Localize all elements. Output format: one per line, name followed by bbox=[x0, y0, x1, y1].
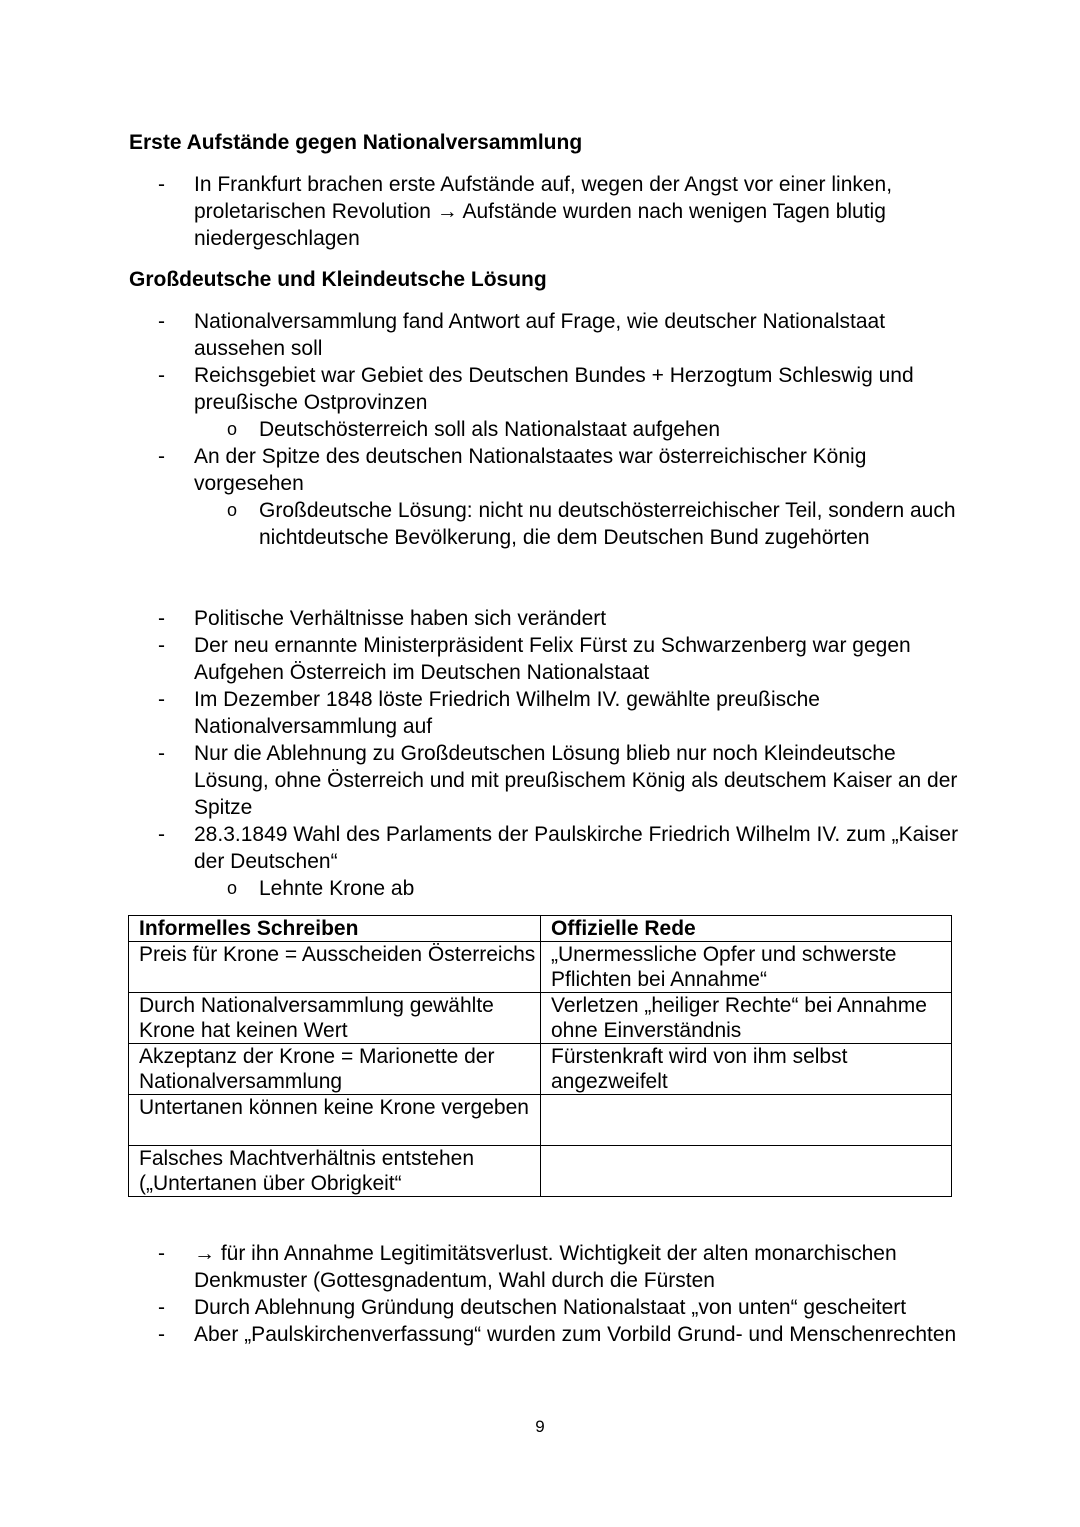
bullet-reichsgebiet: - Reichsgebiet war Gebiet des Deutschen Bundes + Herzogtum Schleswig und preußische Ostprovinzen bbox=[194, 362, 964, 416]
table-row bbox=[129, 942, 952, 993]
subbullet-lehnte-krone-ab: o Lehnte Krone ab bbox=[259, 875, 979, 902]
table-row bbox=[129, 993, 952, 1044]
bullet-dezember-1848: - Im Dezember 1848 löste Friedrich Wilhelm IV. gewählte preußische Nationalversammlung auf bbox=[194, 686, 964, 740]
table-header-cell: Informelles Schreiben bbox=[129, 916, 541, 942]
table-row bbox=[129, 1044, 952, 1095]
table-cell: Akzeptanz der Krone = Marionette der Nationalversammlung bbox=[129, 1044, 541, 1095]
heading-erste-aufstaende: Erste Aufstände gegen Nationalversammlung bbox=[129, 131, 583, 154]
bullet-legitimitaetsverlust: - → für ihn Annahme Legitimitätsverlust. Wichtigkeit der alten monarchischen Denkmuster (Gottesgnadentum, Wahl durch die Fürsten bbox=[194, 1240, 964, 1294]
table-cell: Falsches Machtverhältnis entstehen („Untertanen über Obrigkeit“ bbox=[129, 1146, 541, 1197]
comparison-table bbox=[128, 915, 952, 1197]
table-cell bbox=[541, 1095, 952, 1146]
table-row bbox=[129, 1146, 952, 1197]
table-cell: Durch Nationalversammlung gewählte Krone hat keinen Wert bbox=[129, 993, 541, 1044]
bullet-politische-verhaeltnisse: - Politische Verhältnisse haben sich verändert bbox=[194, 605, 964, 632]
bullet-schwarzenberg: - Der neu ernannte Ministerpräsident Felix Fürst zu Schwarzenberg war gegen Aufgehen Österreich im Deutschen Nationalstaat bbox=[194, 632, 964, 686]
subbullet-grossdeutsche-loesung: o Großdeutsche Lösung: nicht nu deutschösterreichischer Teil, sondern auch nichtdeutsche Bevölkerung, die dem Deutschen Bund zugehörten bbox=[259, 497, 979, 551]
bullet-antwort-nationalstaat: - Nationalversammlung fand Antwort auf Frage, wie deutscher Nationalstaat aussehen soll bbox=[194, 308, 964, 362]
table-cell: Untertanen können keine Krone vergeben bbox=[129, 1095, 541, 1146]
table-cell: Verletzen „heiliger Rechte“ bei Annahme ohne Einverständnis bbox=[541, 993, 952, 1044]
page-number: 9 bbox=[535, 1417, 545, 1436]
bullet-von-unten-gescheitert: - Durch Ablehnung Gründung deutschen Nationalstaat „von unten“ gescheitert bbox=[194, 1294, 964, 1321]
subbullet-deutschoesterreich: o Deutschösterreich soll als Nationalstaat aufgehen bbox=[259, 416, 979, 443]
bullet-kleindeutsche-loesung: - Nur die Ablehnung zu Großdeutschen Lösung blieb nur noch Kleindeutsche Lösung, ohne Österreich und mit preußischem König als deutschem Kaiser an der Spitze bbox=[194, 740, 964, 821]
bullet-frankfurt: - In Frankfurt brachen erste Aufstände auf, wegen der Angst vor einer linken, proletarischen Revolution → Aufstände wurden nach wenigen Tagen blutig niedergeschlagen bbox=[194, 171, 964, 252]
table-cell: Preis für Krone = Ausscheiden Österreichs bbox=[129, 942, 541, 993]
table-cell: „Unermessliche Opfer und schwerste Pflichten bei Annahme“ bbox=[541, 942, 952, 993]
table-header-row bbox=[129, 916, 952, 942]
table-cell: Fürstenkraft wird von ihm selbst angezweifelt bbox=[541, 1044, 952, 1095]
table-cell bbox=[541, 1146, 952, 1197]
bullet-wahl-paulskirche: - 28.3.1849 Wahl des Parlaments der Paulskirche Friedrich Wilhelm IV. zum „Kaiser der Deutschen“ bbox=[194, 821, 964, 875]
table-row bbox=[129, 1095, 952, 1146]
table-header-cell: Offizielle Rede bbox=[541, 916, 952, 942]
bullet-spitze-koenig: - An der Spitze des deutschen Nationalstaates war österreichischer König vorgesehen bbox=[194, 443, 964, 497]
bullet-paulskirchenverfassung: - Aber „Paulskirchenverfassung“ wurden zum Vorbild Grund- und Menschenrechten bbox=[194, 1321, 964, 1348]
heading-grossdeutsche-kleindeutsche: Großdeutsche und Kleindeutsche Lösung bbox=[129, 268, 547, 291]
